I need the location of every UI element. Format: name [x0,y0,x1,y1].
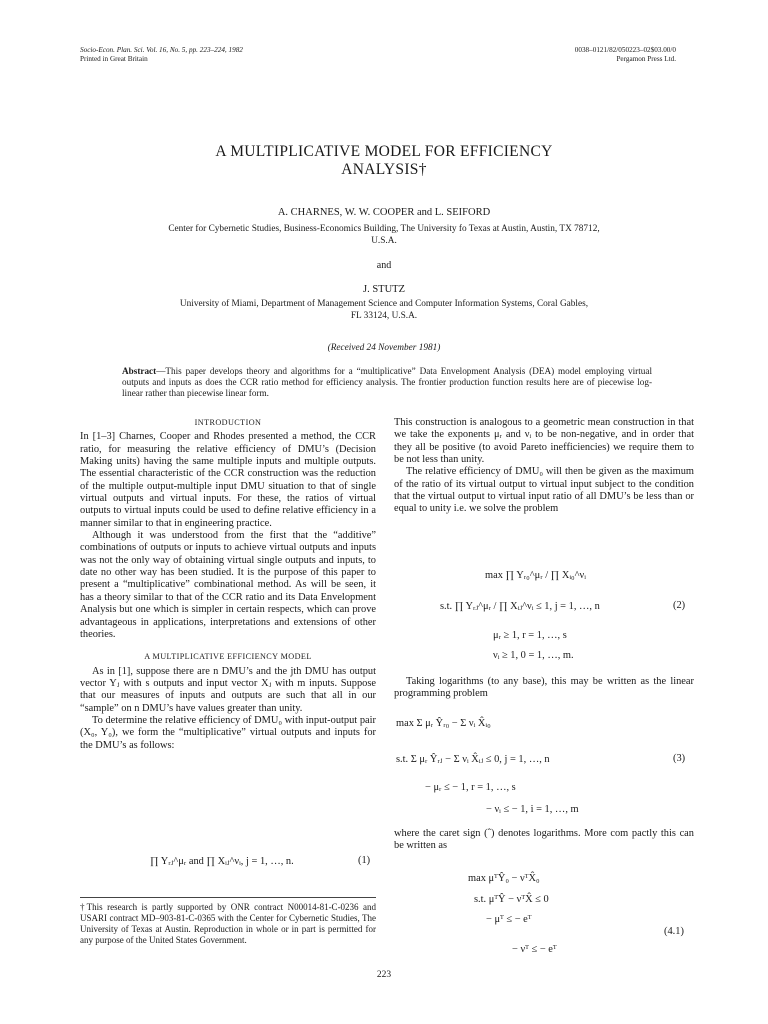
equation-2-mu-bound: μᵣ ≥ 1, r = 1, …, s [493,630,567,641]
abstract-label: Abstract [122,366,157,376]
equation-3-mu-bound: − μᵣ ≤ − 1, r = 1, …, s [425,782,516,793]
equation-3-constraint: s.t. Σ μᵣ Ŷᵣⱼ − Σ νᵢ X̂ᵢⱼ ≤ 0, j = 1, …, n [396,754,550,765]
equation-4-objective: max μᵀŶ₀ − νᵀX̂₀ [468,873,540,884]
right-paragraph-4: where the caret sign (ˆ) denotes logarithms. More com pactly this can be written as [394,828,694,852]
equation-4-number: (4.1) [664,926,684,937]
equation-3-nu-bound: − νᵢ ≤ − 1, i = 1, …, m [486,804,579,815]
equation-4-mu-bound: − μᵀ ≤ − eᵀ [486,914,532,925]
and-separator: and [376,260,392,271]
abstract-text: —This paper develops theory and algorithms for a “multiplicative” Data Envelopment Analysis (DEA) model employing virtual outputs and inputs as does the CCR ratio method for efficiency analysis. The frontier production function results here are of piecewise log-linear rather than piecewise linear form. [122,366,652,399]
model-paragraph-1: As in [1], suppose there are n DMU’s and the jth DMU has output vector Yⱼ with s outputs and input vector Xⱼ with m inputs. Suppose that our measures of inputs and outputs are such that all in our “sample” on n DMU’s have values greater than unity. [80,665,376,714]
equation-3-number: (3) [673,753,686,764]
paper-title: A MULTIPLICATIVE MODEL FOR EFFICIENCY ANALYSIS† [215,143,553,178]
right-column [394,417,694,516]
affiliation-texas: Center for Cybernetic Studies, Business-Economics Building, The University fo Texas at Austin, Austin, TX 78712, U.S.A. [168,224,600,246]
left-column [80,417,376,752]
publisher: Pergamon Press Ltd. [616,55,676,63]
footnote: †This research is partly supported by ONR contract N00014-81-C-0236 and USARI contract MD–903-81-C-0365 with the Center for Cybernetic Studies, The University of Texas at Austin. Reproduction in whole or in part is permitted for any purpose of the United States Government. [80,897,376,946]
right-paragraph-3: Taking logarithms (to any base), this may be written as the linear programming problem [394,676,694,700]
intro-heading: INTRODUCTION [194,418,262,427]
model-paragraph-2: To determine the relative efficiency of DMU₀ with input-output pair (X₀, Y₀), we form the “multiplicative” virtual outputs and inputs for the DMU’s as follows: [80,714,376,751]
equation-2-nu-bound: νᵢ ≥ 1, 0 = 1, …, m. [493,650,574,661]
equation-1-number: (1) [358,855,371,866]
equation-3-objective: max Σ μᵣ Ŷᵣ₀ − Σ νᵢ X̂ᵢ₀ [396,718,491,729]
right-paragraph-1: This construction is analogous to a geometric mean construction in that we take the exponents μᵣ and νᵢ to be non-negative, and in order that they all be positive (to avoid Pareto inefficiencies) we require them to be not less than unity. [394,417,694,466]
journal-citation: Socio-Econ. Plan. Sci. Vol. 16, No. 5, pp. 223–224, 1982 [80,46,243,54]
right-paragraph-4-wrap [394,828,694,853]
equation-2-objective: max ∏ Yᵣ₀^μᵣ / ∏ Xᵢ₀^νᵢ [485,570,586,581]
abstract [122,366,652,400]
intro-paragraph-2: Although it was understood from the first that the “additive” combinations of outputs or inputs to achieve virtual outputs and inputs was not the only way of obtaining virtual single outputs and inputs, to date no other way has been studied. It is the purpose of this paper to present a “multiplicative” combinational method. As will be seen, it has a theory similar to that of the CCR ratio and its Data Envelopment Analysis but one which is simpler in certain respects, which can prove advantageous in applications, interpretations and extensions of other theories. [80,530,376,640]
article-code: 0038–0121/82/050223–02$03.00/0 [574,46,676,54]
printed-in: Printed in Great Britain [80,55,148,63]
journal-header [80,46,243,64]
equation-2-constraint: s.t. ∏ Yᵣⱼ^μᵣ / ∏ Xᵢⱼ^νᵢ ≤ 1, j = 1, …, n [440,601,600,612]
equation-1: ∏ Yᵣⱼ^μᵣ and ∏ Xᵢⱼ^νᵢ, j = 1, …, n. [150,856,294,867]
right-paragraph-2: The relative efficiency of DMU₀ will then be given as the maximum of the ratio of its virtual output to virtual input subject to the condition that the virtual output to virtual input ratio of all DMU’s be less than or equal to unity i.e. we solve the problem [394,466,694,515]
right-paragraph-3-wrap [394,676,694,701]
model-heading: A MULTIPLICATIVE EFFICIENCY MODEL [144,652,312,662]
authors-secondary: J. STUTZ [363,284,405,295]
equation-4-constraint: s.t. μᵀŶ − νᵀX̂ ≤ 0 [474,894,549,905]
publisher-header [575,46,676,64]
page-number: 223 [376,970,392,980]
equation-2-number: (2) [673,600,686,611]
authors-primary: A. CHARNES, W. W. COOPER and L. SEIFORD [277,207,491,218]
received-date: (Received 24 November 1981) [327,343,441,353]
intro-paragraph-1: In [1–3] Charnes, Cooper and Rhodes presented a method, the CCR ratio, for measuring the relative efficiency of DMU’s (Decision Making units) having the same multiple inputs and multiple outputs. The essential characteristic of the CCR construction was the reduction of the multiple output-multiple input DMU situation to that of single virtual outputs and virtual inputs. For these, the ratios of virtual outputs to virtual inputs could be used to define relative efficiency in a manner similar to that in engineering practice. [80,431,376,529]
affiliation-miami: University of Miami, Department of Management Science and Computer Information Systems, Coral Gables, FL 33124, U.S.A. [179,299,589,321]
equation-4-nu-bound: − νᵀ ≤ − eᵀ [512,944,557,955]
